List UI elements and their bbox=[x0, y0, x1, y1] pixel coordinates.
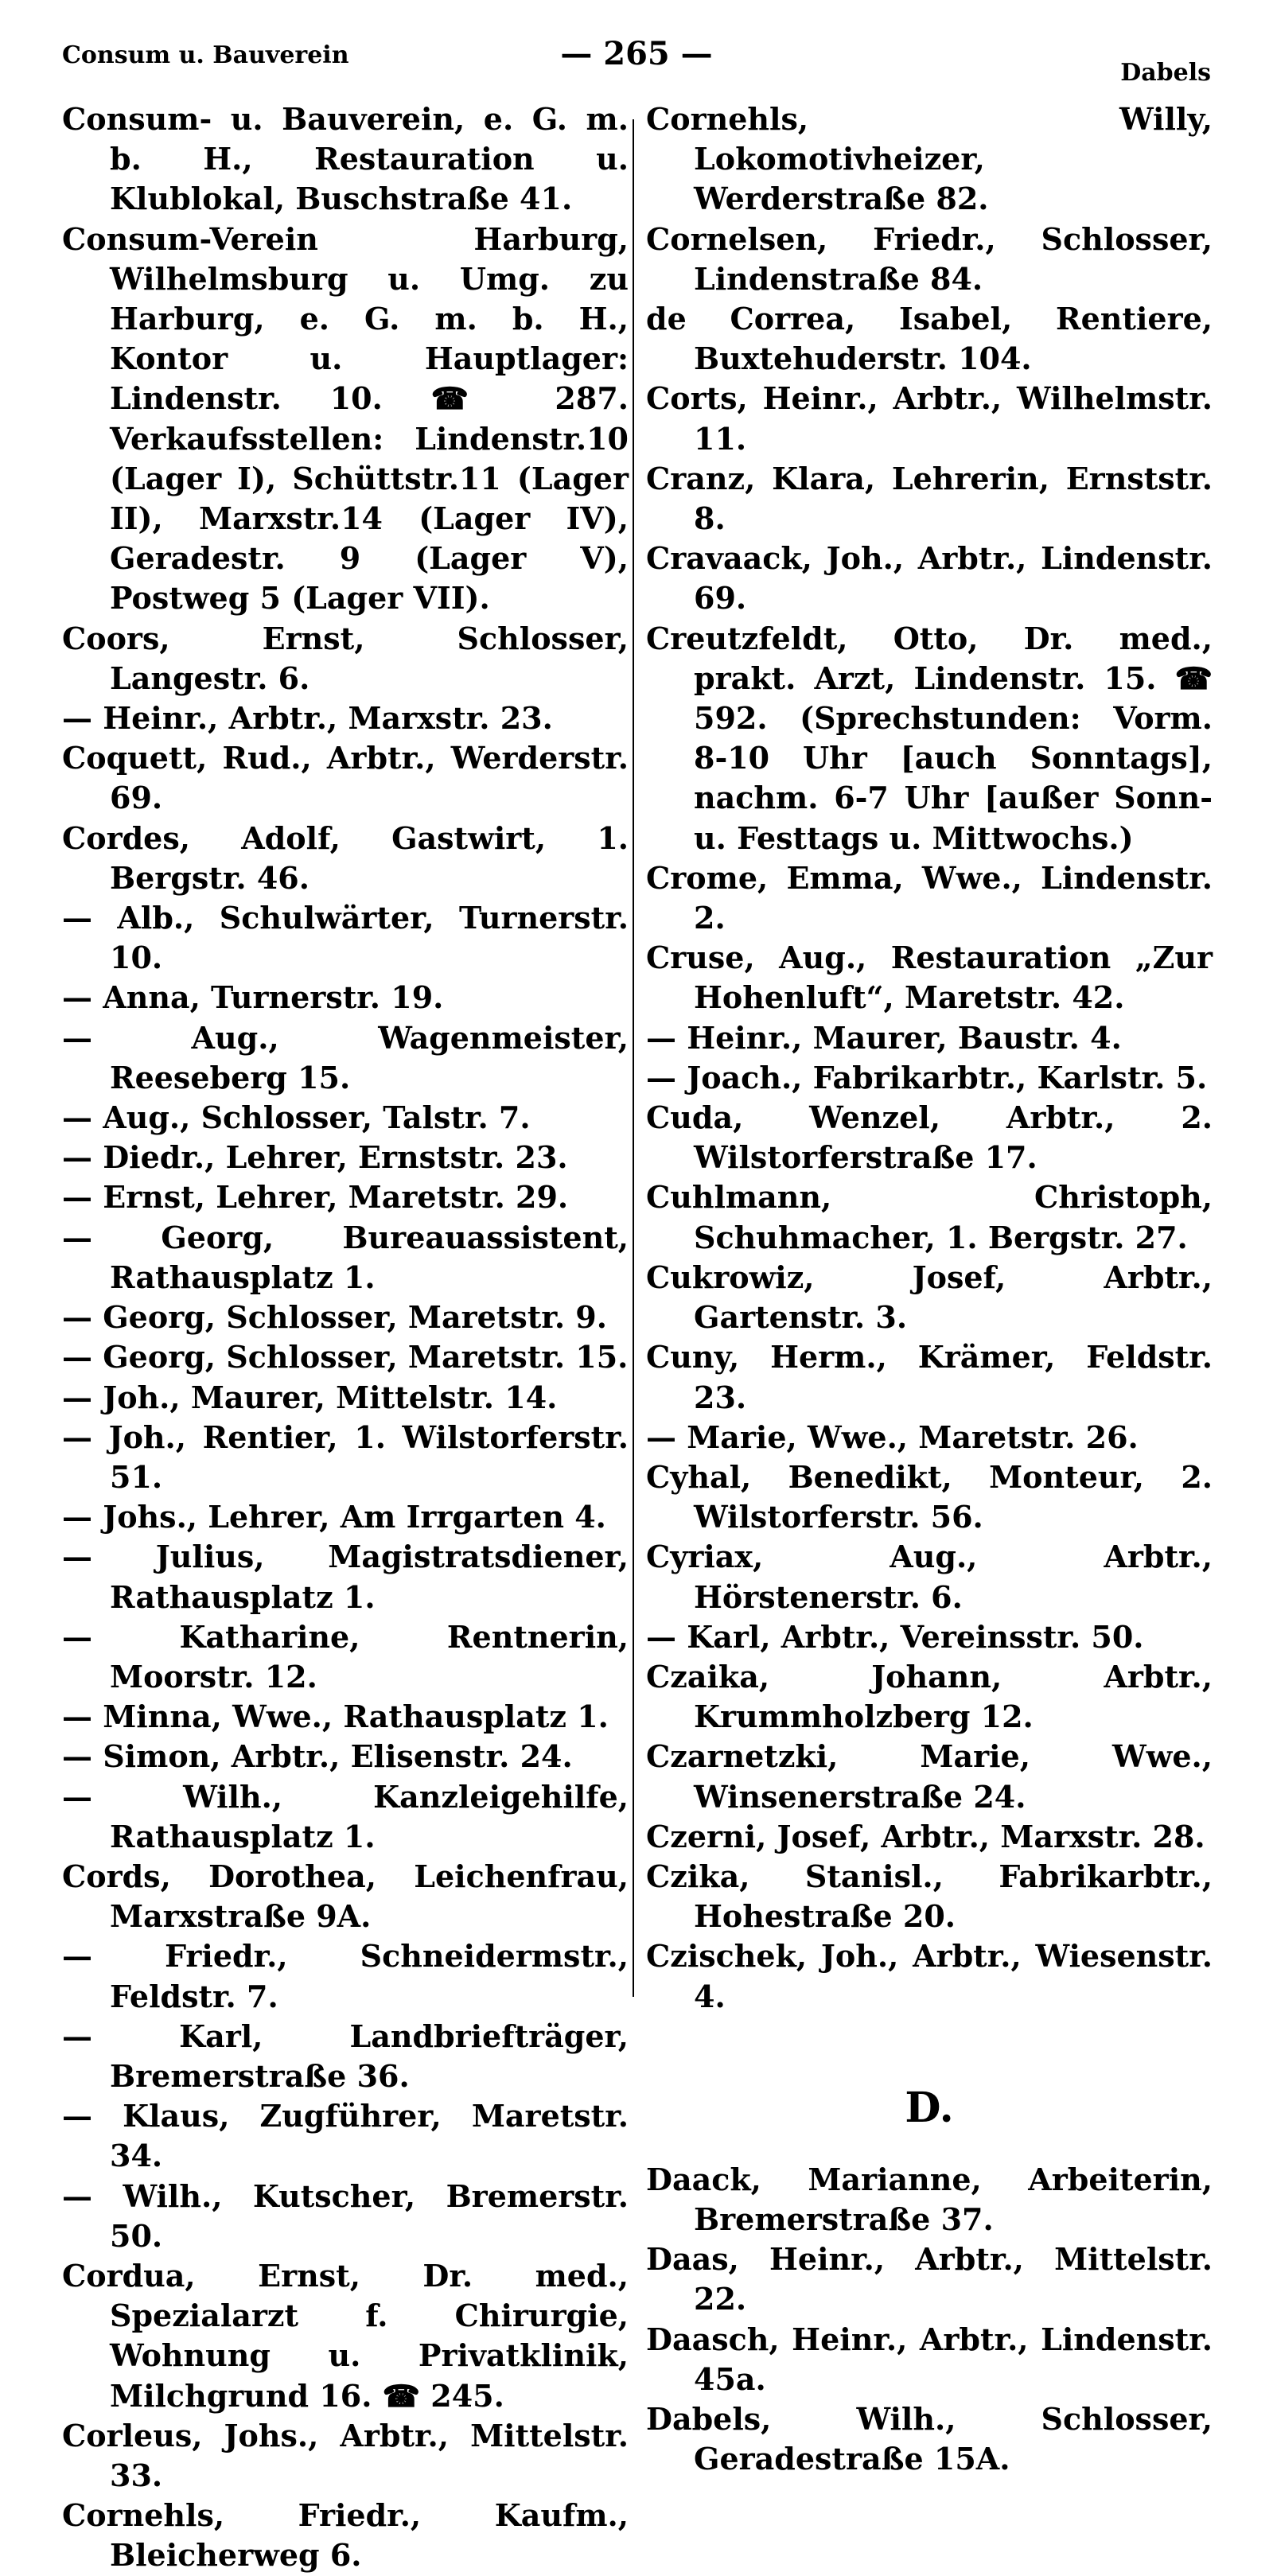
directory-entry: Cordes, Adolf, Gastwirt, 1. Bergstr. 46. bbox=[62, 819, 629, 896]
directory-entry: Coquett, Rud., Arbtr., Werderstr. 69. bbox=[62, 740, 629, 816]
header-left-keyword: Consum u. Bauverein bbox=[62, 41, 349, 69]
directory-entry: — Julius, Magistratsdiener, Rathausplatz 1. bbox=[62, 1539, 629, 1615]
directory-entry: Cukrowiz, Josef, Arbtr., Gartenstr. 3. bbox=[646, 1259, 1213, 1336]
directory-entry: Consum-Verein Harburg, Wilhelmsburg u. Umg. zu Harburg, e. G. m. b. H., Kontor u. Hauptlager: Lindenstr. 10. ☎ 287. Verkaufsstellen: Lindenstr.10 (Lager I), Schüttstr.11 (Lager II), Marxstr.14 (Lager IV), Geradestr. 9 (Lager V), Postweg 5 (Lager VII). bbox=[62, 220, 629, 617]
directory-entry: — Joach., Fabrikarbtr., Karlstr. 5. bbox=[646, 1059, 1208, 1095]
directory-entry: — Heinr., Maurer, Baustr. 4. bbox=[646, 1019, 1122, 1056]
directory-entry: Creutzfeldt, Otto, Dr. med., prakt. Arzt, Lindenstr. 15. ☎ 592. (Sprechstunden: Vorm. 8-10 Uhr [auch Sonntags], nachm. 6-7 Uhr [außer Sonn- u. Festtags u. Mittwochs.) bbox=[646, 620, 1213, 856]
right-column-c-entries bbox=[646, 99, 1213, 2017]
directory-entry: — Johs., Lehrer, Am Irrgarten 4. bbox=[62, 1499, 606, 1535]
directory-entry: — Heinr., Arbtr., Marxstr. 23. bbox=[62, 700, 553, 737]
directory-entry: Cruse, Aug., Restauration „Zur Hohenluft“, Maretstr. 42. bbox=[646, 940, 1213, 1016]
directory-entry: — Joh., Maurer, Mittelstr. 14. bbox=[62, 1379, 558, 1415]
left-column bbox=[62, 99, 629, 2576]
directory-entry: Czerni, Josef, Arbtr., Marxstr. 28. bbox=[646, 1818, 1205, 1854]
directory-entry: Coors, Ernst, Schlosser, Langestr. 6. bbox=[62, 620, 629, 696]
page-header bbox=[62, 35, 1211, 87]
directory-entry: — Alb., Schulwärter, Turnerstr. 10. bbox=[62, 900, 629, 976]
right-column bbox=[646, 99, 1213, 2479]
directory-entry: Daas, Heinr., Arbtr., Mittelstr. 22. bbox=[646, 2241, 1213, 2317]
directory-entry: — Simon, Arbtr., Elisenstr. 24. bbox=[62, 1738, 573, 1775]
directory-entry: Daack, Marianne, Arbeiterin, Bremerstraße 37. bbox=[646, 2161, 1213, 2237]
directory-entry: — Marie, Wwe., Maretstr. 26. bbox=[646, 1418, 1139, 1455]
directory-entry: Cravaack, Joh., Arbtr., Lindenstr. 69. bbox=[646, 540, 1213, 617]
directory-entry: — Ernst, Lehrer, Maretstr. 29. bbox=[62, 1179, 569, 1216]
directory-entry: Cyriax, Aug., Arbtr., Hörstenerstr. 6. bbox=[646, 1539, 1213, 1615]
directory-entry: — Wilh., Kutscher, Bremerstr. 50. bbox=[62, 2177, 629, 2254]
directory-entry: Cords, Dorothea, Leichenfrau, Marxstraße 9A. bbox=[62, 1858, 629, 1935]
directory-entry: Czika, Stanisl., Fabrikarbtr., Hohestraße 20. bbox=[646, 1858, 1213, 1935]
directory-entry: Cornelsen, Friedr., Schlosser, Lindenstraße 84. bbox=[646, 220, 1213, 297]
directory-entry: — Minna, Wwe., Rathausplatz 1. bbox=[62, 1699, 609, 1735]
directory-entry: — Klaus, Zugführer, Maretstr. 34. bbox=[62, 2098, 629, 2174]
directory-entry: Corleus, Johs., Arbtr., Mittelstr. 33. bbox=[62, 2417, 629, 2493]
directory-entry: Cyhal, Benedikt, Monteur, 2. Wilstorferstr. 56. bbox=[646, 1458, 1213, 1535]
right-column-d-entries bbox=[646, 2160, 1213, 2480]
directory-entry: Consum- u. Bauverein, e. G. m. b. H., Restauration u. Klublokal, Buschstraße 41. bbox=[62, 101, 629, 217]
directory-entry: Corts, Heinr., Arbtr., Wilhelmstr. 11. bbox=[646, 380, 1213, 457]
directory-entry: — Friedr., Schneidermstr., Feldstr. 7. bbox=[62, 1938, 629, 2014]
directory-entry: Czarnetzki, Marie, Wwe., Winsenerstraße 24. bbox=[646, 1738, 1213, 1815]
directory-entry: Cuhlmann, Christoph, Schuhmacher, 1. Bergstr. 27. bbox=[646, 1179, 1213, 1255]
directory-entry: — Karl, Landbriefträger, Bremerstraße 36. bbox=[62, 2018, 629, 2094]
directory-entry: Czaika, Johann, Arbtr., Krummholzberg 12. bbox=[646, 1658, 1213, 1735]
header-right-keyword: Dabels bbox=[1120, 59, 1211, 87]
directory-entry: — Karl, Arbtr., Vereinsstr. 50. bbox=[646, 1618, 1144, 1655]
directory-entry: — Katharine, Rentnerin, Moorstr. 12. bbox=[62, 1618, 629, 1695]
directory-entry: — Georg, Bureauassistent, Rathausplatz 1. bbox=[62, 1219, 629, 1295]
directory-entry: Cordua, Ernst, Dr. med., Spezialarzt f. Chirurgie, Wohnung u. Privatklinik, Milchgrund 16. ☎ 245. bbox=[62, 2257, 629, 2414]
directory-entry: — Joh., Rentier, 1. Wilstorferstr. 51. bbox=[62, 1418, 629, 1495]
directory-entry: — Georg, Schlosser, Maretstr. 9. bbox=[62, 1299, 607, 1336]
directory-entry: Czischek, Joh., Arbtr., Wiesenstr. 4. bbox=[646, 1938, 1213, 2014]
directory-entry: — Aug., Schlosser, Talstr. 7. bbox=[62, 1099, 531, 1136]
directory-entry: — Aug., Wagenmeister, Reeseberg 15. bbox=[62, 1019, 629, 1095]
directory-entry: Crome, Emma, Wwe., Lindenstr. 2. bbox=[646, 859, 1213, 936]
column-divider bbox=[633, 119, 634, 1997]
section-letter-d: D. bbox=[905, 2083, 954, 2132]
directory-entry: Daasch, Heinr., Arbtr., Lindenstr. 45a. bbox=[646, 2321, 1213, 2397]
directory-entry: Cornehls, Friedr., Kaufm., Bleicherweg 6. bbox=[62, 2497, 629, 2574]
directory-entry: — Wilh., Kanzleigehilfe, Rathausplatz 1. bbox=[62, 1778, 629, 1854]
directory-entry: de Correa, Isabel, Rentiere, Buxtehuderstr. 104. bbox=[646, 301, 1213, 377]
directory-entry: — Diedr., Lehrer, Ernststr. 23. bbox=[62, 1139, 568, 1176]
directory-entry: — Georg, Schlosser, Maretstr. 15. bbox=[62, 1339, 629, 1376]
page-number: — 265 — bbox=[560, 35, 713, 72]
directory-entry: Cuny, Herm., Krämer, Feldstr. 23. bbox=[646, 1339, 1213, 1415]
directory-entry: Cornehls, Willy, Lokomotivheizer, Werderstraße 82. bbox=[646, 101, 1213, 217]
directory-entry: Cuda, Wenzel, Arbtr., 2. Wilstorferstraße 17. bbox=[646, 1099, 1213, 1176]
directory-entry: Cranz, Klara, Lehrerin, Ernststr. 8. bbox=[646, 460, 1213, 537]
directory-entry: Dabels, Wilh., Schlosser, Geradestraße 15A. bbox=[646, 2400, 1213, 2477]
directory-entry: — Anna, Turnerstr. 19. bbox=[62, 979, 444, 1016]
